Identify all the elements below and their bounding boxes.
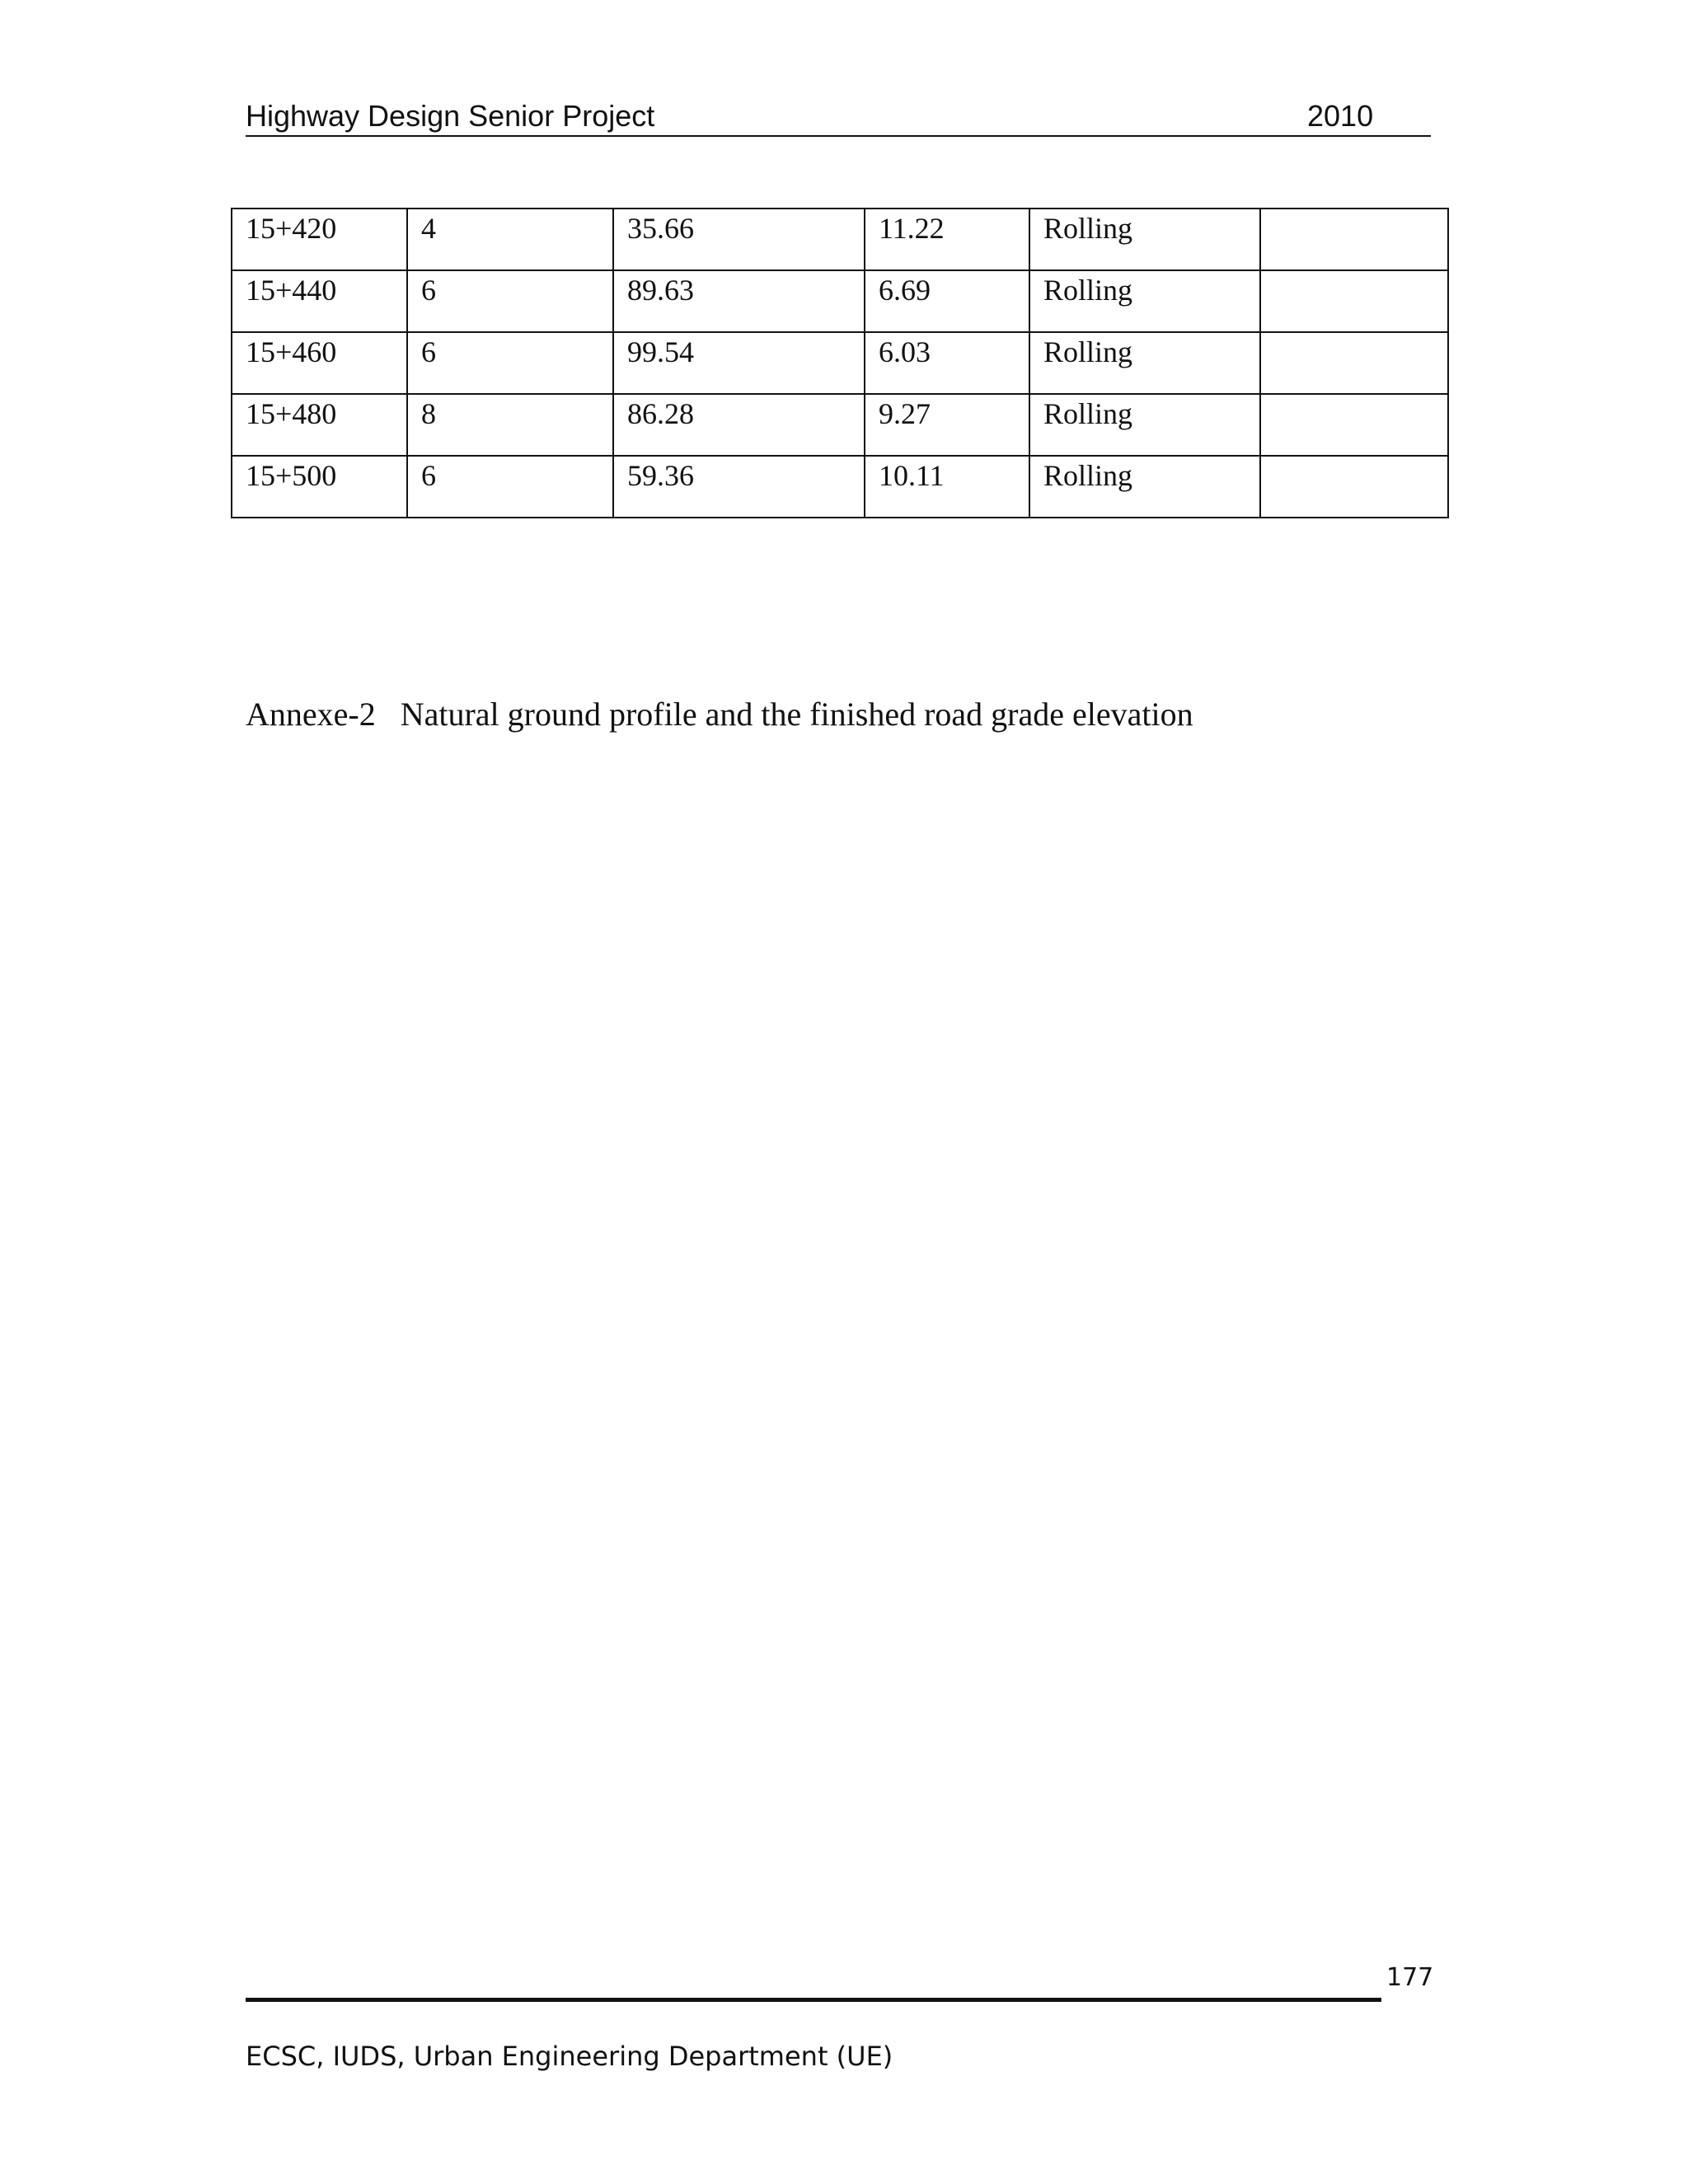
table-cell: 6 bbox=[407, 332, 613, 394]
station-cell: 15+440 bbox=[232, 270, 407, 332]
annex-title-text: Natural ground profile and the finished road grade elevation bbox=[400, 696, 1193, 733]
table-cell: 59.36 bbox=[613, 456, 865, 518]
table-cell: 6.69 bbox=[865, 270, 1029, 332]
table-row bbox=[232, 456, 1448, 518]
station-cell: 15+420 bbox=[232, 209, 407, 270]
table-cell: 11.22 bbox=[865, 209, 1029, 270]
annex-label: Annexe-2 bbox=[246, 696, 376, 733]
footer-institution: ECSC, IUDS, Urban Engineering Department (UE) bbox=[246, 2041, 893, 2072]
empty-cell bbox=[1260, 456, 1448, 518]
station-cell: 15+480 bbox=[232, 394, 407, 456]
station-data-table bbox=[231, 208, 1449, 518]
annex-heading bbox=[246, 694, 1193, 735]
page-header-title: Highway Design Senior Project bbox=[246, 99, 655, 133]
table-row bbox=[232, 394, 1448, 456]
table-cell: 6.03 bbox=[865, 332, 1029, 394]
station-cell: 15+500 bbox=[232, 456, 407, 518]
header-divider bbox=[246, 135, 1431, 137]
table-cell: 99.54 bbox=[613, 332, 865, 394]
empty-cell bbox=[1260, 332, 1448, 394]
footer-divider bbox=[246, 1998, 1381, 2002]
table-row bbox=[232, 209, 1448, 270]
table-cell: 89.63 bbox=[613, 270, 865, 332]
table-cell: 6 bbox=[407, 270, 613, 332]
terrain-cell: Rolling bbox=[1029, 270, 1260, 332]
terrain-cell: Rolling bbox=[1029, 332, 1260, 394]
empty-cell bbox=[1260, 394, 1448, 456]
table-cell: 6 bbox=[407, 456, 613, 518]
terrain-cell: Rolling bbox=[1029, 209, 1260, 270]
table-cell: 35.66 bbox=[613, 209, 865, 270]
table-row bbox=[232, 270, 1448, 332]
page-header-year: 2010 bbox=[1307, 99, 1374, 133]
station-cell: 15+460 bbox=[232, 332, 407, 394]
empty-cell bbox=[1260, 209, 1448, 270]
page-number: 177 bbox=[1386, 1963, 1434, 1992]
table-cell: 86.28 bbox=[613, 394, 865, 456]
empty-cell bbox=[1260, 270, 1448, 332]
table-cell: 8 bbox=[407, 394, 613, 456]
terrain-cell: Rolling bbox=[1029, 394, 1260, 456]
table-row bbox=[232, 332, 1448, 394]
table-cell: 9.27 bbox=[865, 394, 1029, 456]
table-cell: 10.11 bbox=[865, 456, 1029, 518]
terrain-cell: Rolling bbox=[1029, 456, 1260, 518]
table-cell: 4 bbox=[407, 209, 613, 270]
